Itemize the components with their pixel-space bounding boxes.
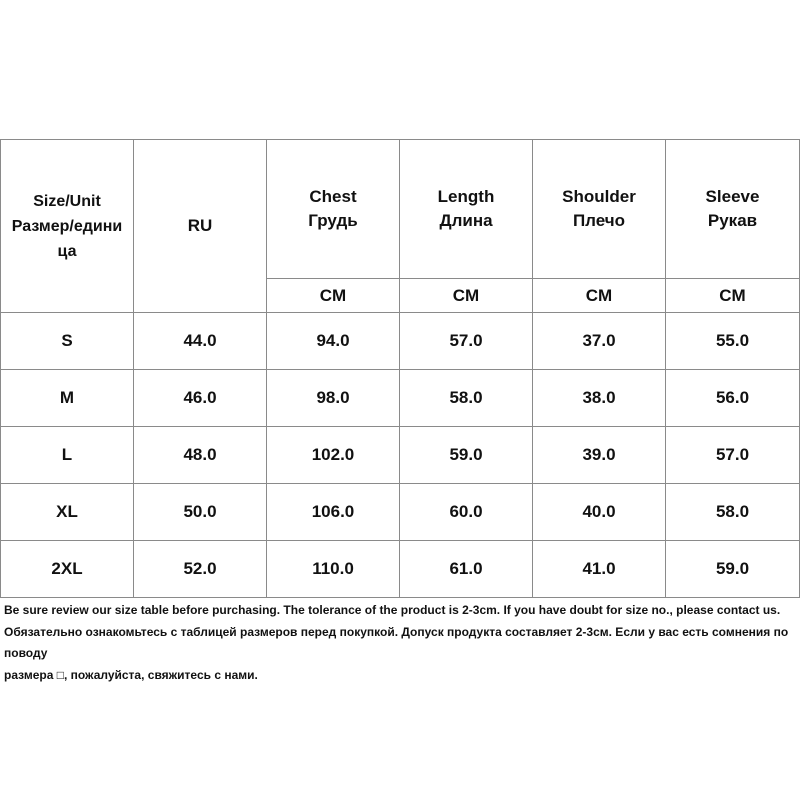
length-cell: 58.0 — [400, 370, 533, 427]
header-chest-ru: Грудь — [308, 211, 358, 230]
sleeve-cell: 58.0 — [666, 484, 800, 541]
size-table — [0, 139, 800, 598]
note-english: Be sure review our size table before purchasing. The tolerance of the product is 2-3cm. If you have doubt for size no., please contact us. — [4, 603, 781, 617]
header-shoulder — [533, 140, 666, 279]
size-cell: L — [1, 427, 134, 484]
size-cell: 2XL — [1, 541, 134, 598]
length-cell: 59.0 — [400, 427, 533, 484]
header-size-unit — [1, 140, 134, 313]
ru-cell: 44.0 — [134, 313, 267, 370]
size-cell: M — [1, 370, 134, 427]
header-chest — [267, 140, 400, 279]
shoulder-cell: 39.0 — [533, 427, 666, 484]
chest-cell: 106.0 — [267, 484, 400, 541]
length-cell: 57.0 — [400, 313, 533, 370]
chest-cell: 102.0 — [267, 427, 400, 484]
table-row — [1, 370, 800, 427]
size-cell: XL — [1, 484, 134, 541]
unit-length: CM — [400, 279, 533, 313]
shoulder-cell: 38.0 — [533, 370, 666, 427]
header-size-unit-ru: Размер/едини — [11, 217, 123, 235]
ru-cell: 46.0 — [134, 370, 267, 427]
unit-shoulder: CM — [533, 279, 666, 313]
header-sleeve-en: Sleeve — [705, 187, 760, 206]
sleeve-cell: 57.0 — [666, 427, 800, 484]
length-cell: 61.0 — [400, 541, 533, 598]
header-length — [400, 140, 533, 279]
size-cell: S — [1, 313, 134, 370]
unit-sleeve: CM — [666, 279, 800, 313]
shoulder-cell: 41.0 — [533, 541, 666, 598]
chest-cell: 110.0 — [267, 541, 400, 598]
table-row — [1, 484, 800, 541]
table-row — [1, 541, 800, 598]
header-length-en: Length — [437, 187, 495, 206]
header-shoulder-en: Shoulder — [562, 187, 636, 206]
header-ru: RU — [134, 140, 267, 313]
size-notes — [4, 600, 799, 686]
header-size-unit-ru-cont: ца — [57, 242, 77, 260]
header-shoulder-ru: Плечо — [572, 211, 626, 230]
unit-chest: CM — [267, 279, 400, 313]
note-russian-line1: Обязательно ознакомьтесь с таблицей размеров перед покупкой. Допуск продукта составляет 2-3см. Если у вас есть сомнения по поводу — [4, 624, 789, 660]
sleeve-cell: 55.0 — [666, 313, 800, 370]
ru-cell: 52.0 — [134, 541, 267, 598]
table-row — [1, 427, 800, 484]
header-size-unit-en: Size/Unit — [33, 192, 101, 210]
ru-cell: 48.0 — [134, 427, 267, 484]
sleeve-cell: 56.0 — [666, 370, 800, 427]
shoulder-cell: 40.0 — [533, 484, 666, 541]
header-sleeve — [666, 140, 800, 279]
shoulder-cell: 37.0 — [533, 313, 666, 370]
note-russian-line2: размера □, пожалуйста, свяжитесь с нами. — [4, 667, 258, 682]
header-sleeve-ru: Рукав — [707, 211, 758, 230]
chest-cell: 98.0 — [267, 370, 400, 427]
header-length-ru: Длина — [439, 211, 493, 230]
header-chest-en: Chest — [309, 187, 357, 206]
sleeve-cell: 59.0 — [666, 541, 800, 598]
chest-cell: 94.0 — [267, 313, 400, 370]
ru-cell: 50.0 — [134, 484, 267, 541]
table-row — [1, 313, 800, 370]
length-cell: 60.0 — [400, 484, 533, 541]
